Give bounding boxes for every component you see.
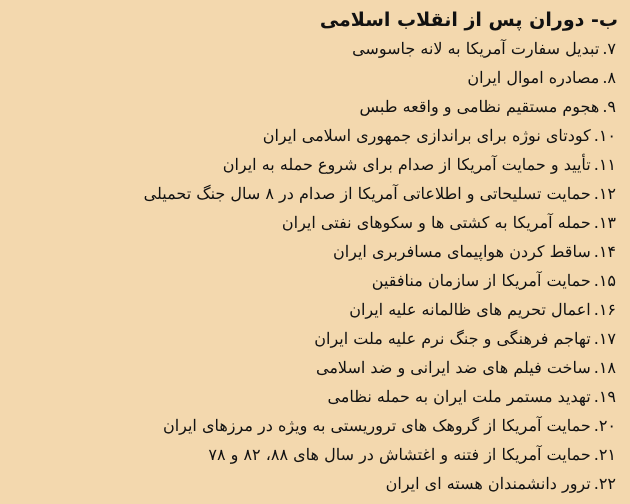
item-text: تهدید مستمر ملت ایران به حمله نظامی	[327, 387, 591, 406]
list-item	[12, 440, 618, 469]
item-number: ۱۴.	[593, 242, 616, 261]
list-item	[12, 150, 618, 179]
item-number: ۱۹.	[593, 387, 616, 406]
item-number: ۷.	[602, 39, 616, 58]
item-number: ۹.	[602, 97, 616, 116]
item-number: ۱۸.	[593, 358, 616, 377]
numbered-list	[12, 34, 618, 498]
item-text: تهاجم فرهنگی و جنگ نرم علیه ملت ایران	[314, 329, 591, 348]
list-item	[12, 324, 618, 353]
item-text: مصادره اموال ایران	[467, 68, 600, 87]
item-number: ۲۱.	[593, 445, 616, 464]
item-number: ۱۳.	[593, 213, 616, 232]
item-number: ۱۶.	[593, 300, 616, 319]
item-number: ۱۲.	[593, 184, 616, 203]
list-item	[12, 237, 618, 266]
section-heading: ب- دوران پس از انقلاب اسلامی	[319, 9, 618, 31]
list-item	[12, 353, 618, 382]
list-item	[12, 34, 618, 63]
item-text: کودتای نوژه برای براندازی جمهوری اسلامی ایران	[262, 126, 591, 145]
list-item	[12, 121, 618, 150]
item-number: ۱۱.	[593, 155, 616, 174]
list-item	[12, 179, 618, 208]
item-text: حمایت تسلیحاتی و اطلاعاتی آمریکا از صدام در ۸ سال جنگ تحمیلی	[143, 184, 591, 203]
item-text: اعمال تحریم های ظالمانه علیه ایران	[349, 300, 591, 319]
list-item	[12, 92, 618, 121]
item-text: حمایت آمریکا از فتنه و اغتشاش در سال های ۸۸، ۸۲ و ۷۸	[208, 445, 591, 464]
item-number: ۸.	[602, 68, 616, 87]
list-item	[12, 411, 618, 440]
item-number: ۲۰.	[593, 416, 616, 435]
list-item	[12, 469, 618, 498]
item-text: حمایت آمریکا از گروهک های تروریستی به ویژه در مرزهای ایران	[162, 416, 591, 435]
list-item	[12, 266, 618, 295]
item-text: حمایت آمریکا از سازمان منافقین	[371, 271, 591, 290]
item-text: ترور دانشمندان هسته ای ایران	[385, 474, 591, 493]
item-text: ساقط کردن هواپیمای مسافربری ایران	[332, 242, 591, 261]
item-number: ۲۲.	[593, 474, 616, 493]
item-text: حمله آمریکا به کشتی ها و سکوهای نفتی ایران	[281, 213, 591, 232]
item-number: ۱۰.	[593, 126, 616, 145]
list-item	[12, 295, 618, 324]
item-number: ۱۵.	[593, 271, 616, 290]
list-item	[12, 382, 618, 411]
item-text: هجوم مستقیم نظامی و واقعه طبس	[359, 97, 600, 116]
item-text: تأیید و حمایت آمریکا از صدام برای شروع حمله به ایران	[222, 155, 591, 174]
list-item	[12, 208, 618, 237]
item-text: تبدیل سفارت آمریکا به لانه جاسوسی	[352, 39, 600, 58]
item-number: ۱۷.	[593, 329, 616, 348]
list-item	[12, 63, 618, 92]
item-text: ساخت فیلم های ضد ایرانی و ضد اسلامی	[316, 358, 591, 377]
